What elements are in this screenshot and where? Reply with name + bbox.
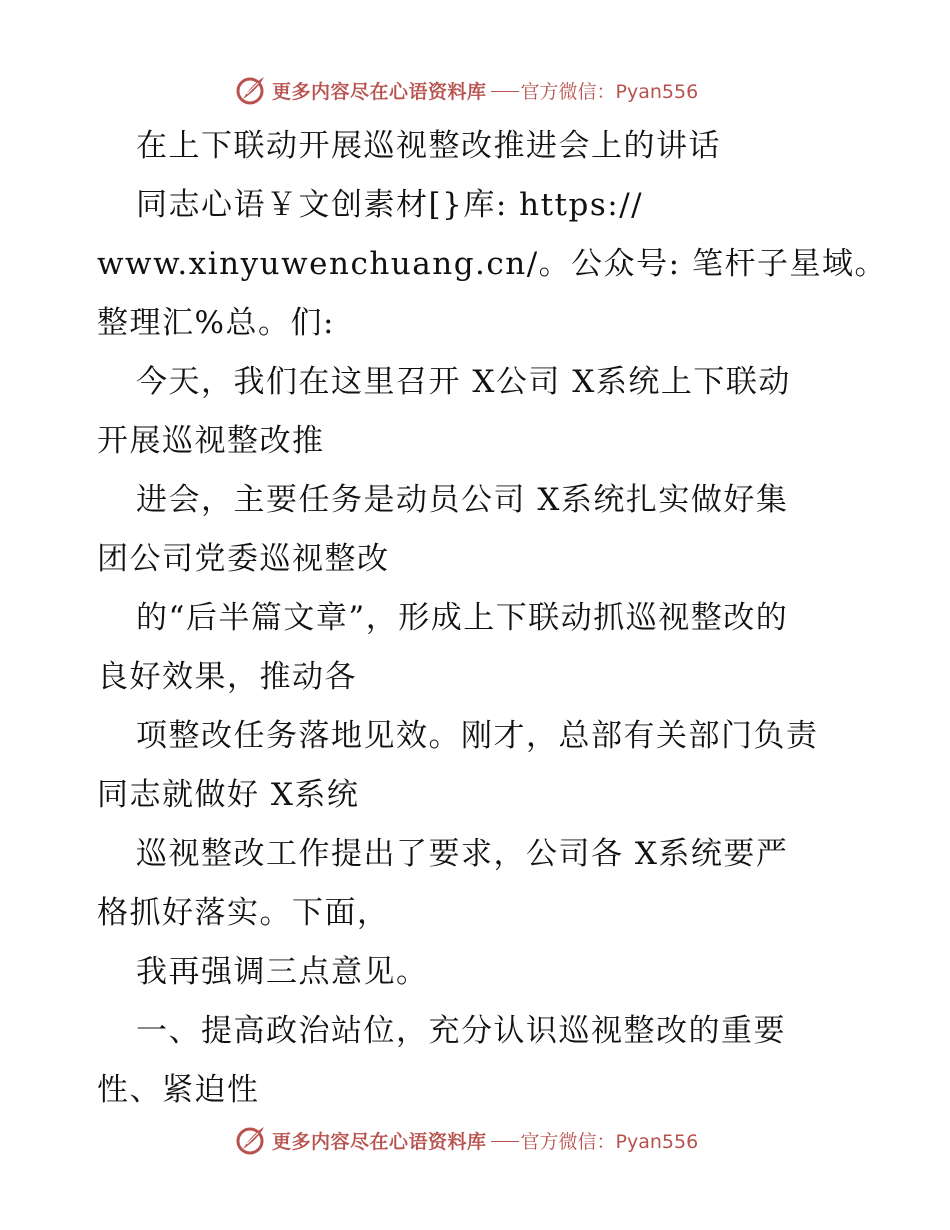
banner-dash bbox=[491, 1141, 519, 1142]
banner-sub-text: 官方微信：Pyan556 bbox=[520, 1130, 699, 1153]
doc-line: 我再强调三点意见。 bbox=[136, 954, 429, 990]
header-banner bbox=[234, 73, 698, 107]
doc-title: 在上下联动开展巡视整改推进会上的讲话 bbox=[136, 128, 721, 164]
section-heading: 性、紧迫性 bbox=[97, 1072, 260, 1108]
doc-line: 今天，我们在这里召开 X公司 X系统上下联动 bbox=[136, 364, 791, 400]
feather-circle-logo-icon bbox=[234, 73, 268, 107]
doc-line: 整理汇%总。们: bbox=[97, 305, 335, 341]
doc-line: 项整改任务落地见效。刚才，总部有关部门负责 bbox=[136, 718, 819, 754]
doc-line: 同志心语￥文创素材[}库: https:// bbox=[136, 187, 644, 223]
doc-line: 团公司党委巡视整改 bbox=[97, 541, 390, 577]
doc-line: 的“后半篇文章”，形成上下联动抓巡视整改的 bbox=[136, 600, 789, 636]
banner-dash bbox=[491, 91, 519, 92]
section-heading: 一、提高政治站位，充分认识巡视整改的重要 bbox=[136, 1013, 786, 1049]
doc-line: 进会，主要任务是动员公司 X系统扎实做好集 bbox=[136, 482, 789, 518]
banner-main-text: 更多内容尽在心语资料库 bbox=[272, 80, 487, 103]
doc-line: 同志就做好 X系统 bbox=[97, 777, 360, 813]
doc-line: 良好效果，推动各 bbox=[97, 659, 357, 695]
doc-line: 格抓好落实。下面， bbox=[97, 895, 390, 931]
doc-line: 巡视整改工作提出了要求，公司各 X系统要严 bbox=[136, 836, 789, 872]
banner-sub-text: 官方微信：Pyan556 bbox=[520, 80, 699, 103]
feather-circle-logo-icon bbox=[234, 1123, 268, 1157]
doc-line: www.xinyuwenchuang.cn/。公众号: 笔杆子星域。 bbox=[97, 246, 887, 282]
doc-line: 开展巡视整改推 bbox=[97, 423, 325, 459]
banner-main-text: 更多内容尽在心语资料库 bbox=[272, 1130, 487, 1153]
footer-banner bbox=[234, 1123, 698, 1157]
